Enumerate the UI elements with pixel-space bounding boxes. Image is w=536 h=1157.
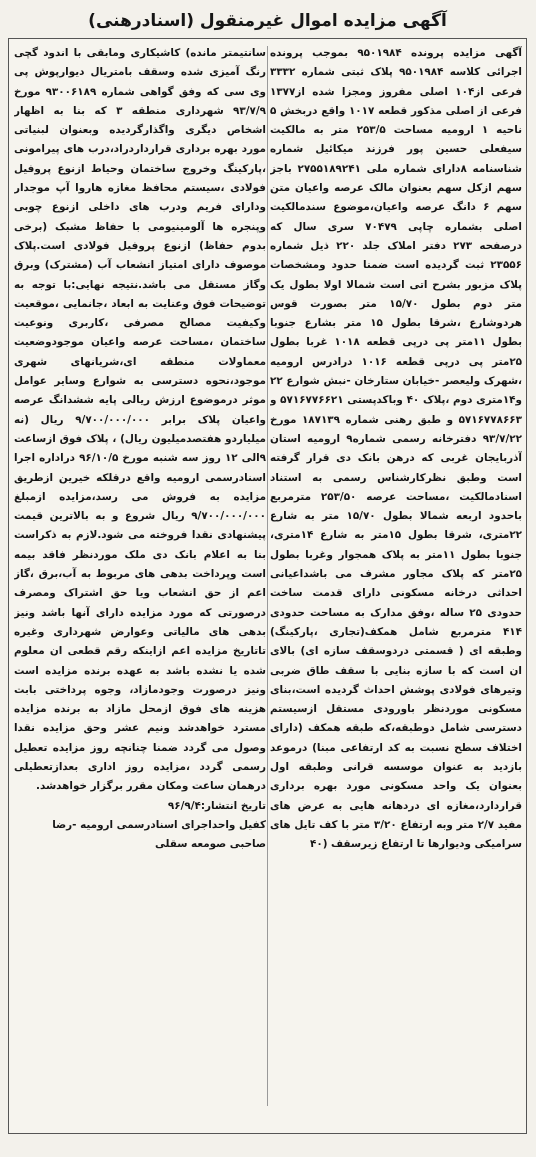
signatory-line-1: کفیل واحداجرای اسنادرسمی ارومیه -رضا <box>52 818 266 831</box>
auction-notice-title: آگهی مزایده اموال غیرمنقول (اسنادرهنی) <box>88 11 447 31</box>
column-divider <box>267 46 268 1106</box>
notice-body-left: سانتیمتر مانده) کاشیکاری ومابقی با اندود گچی رنگ آمیزی شده وسقف بامتریال دیوارپوش پی وی سی که وفق گواهی شماره ۹۳۰۰۶۱۸۹ مورخ ۹۳/۷/۹ شهرداری منطقه ۳ که بنا به اظهار اشخاص دیگری واگذارگردیده وبعنوان لبنیاتی مورد بهره برداری قرارداردراد،درب های پیرامونی ،پارکینگ وخروج ساختمان وحیاط ازنوع پروفیل فولادی ،سیستم محافظ مغازه هاروا آپ موجدار ودارای فریم ودرب های داخلی ازنوع چوبی وپنجره ها آلومینیومی با حفاظ مشبک (برخی بدوم حفاظ) ازنوع پروفیل فولادی است.پلاک موصوف دارای امتیاز انشعاب آب (مشترک) وبرق وگاز مستقل می باشد.نتیجه نهایی:با توجه به توضیحات فوق وعنایت به ابعاد ،جانمایی ،موقعیت وکیفیت مصالح مصرفی ،کاربری ونوعیت ساختمان ،مساحت عرصه واعیان موجودوضعیت معماولات منطقه ای،شریانهای شهری موجود،نحوه دسترسی به شوارع وسایر عوامل موثر درموضوع ارزش ریالی پایه ششدانگ عرصه واعیان پلاک برابر ۹/۷۰۰/۰۰۰/۰۰۰ ریال (نه میلیاردو هفتصدمیلیون ریال) ، پلاک فوق ازساعت ۹الی ۱۲ روز سه شنبه مورخ ۹۶/۱۰/۵ دراداره اجرا اسنادرسمی ارومیه واقع درقلکه خیرین ازطریق مزایده به فروش می رسد،مزایده ازمبلغ ۹/۷۰۰/۰۰۰/۰۰۰ ریال شروع و به بالاترین قیمت پیشنهادی نقدا فروخته می شود.لازم به ذکراست بنا به اعلام بانک دی ملک موردنظر فاقد بیمه است وپرداخت بدهی های مربوط به آب،برق ،گاز اعم از حق انشعاب ویا حق اشتراک ومصرف درصورتی که مورد مزایده دارای آنها باشد ونیز بدهی های مالیاتی وعوارض شهرداری وغیره تاتاریخ مزایده اعم ازاینکه رقم قطعی ان معلوم شده یا نشده باشد به عهده برنده مزایده است ونیز درصورت وجودمازاد، وجوه پرداختی بابت هزینه های فوق ازمحل مازاد به برنده مزایده مسترد خواهدشد ونیم عشر وحق مزایده نقدا وصول می گردد ضمنا چنانچه روز مزایده تعطیل رسمی گردد ،مزایده روز اداری بعدازتعطیلی درهمان ساعت ومکان مقرر برگزار خواهدشد. <box>14 47 266 793</box>
signatory-line-2: صاحبی صومعه سقلی <box>154 838 266 851</box>
notice-column-right <box>270 44 522 1124</box>
notice-column-left <box>14 44 266 1124</box>
notice-body-right: آگهی مزایده پرونده ۹۵۰۱۹۸۴ بموجب پرونده اجرائی کلاسه ۹۵۰۱۹۸۴ پلاک ثبتی شماره ۳۳۳۲ فرعی از۱۰۴ اصلی مفروز ومجزا شده از۱۳۷۷ فرعی از اصلی مذکور قطعه ۱۰۱۷ واقع دربخش ۵ ناحیه ۱ ارومیه مساحت ۲۵۳/۵ متر به مالکیت سیفعلی حسین پور فرزند میکائیل شماره شناسنامه ۸دارای شماره ملی ۲۷۵۵۱۸۹۲۴۱ باجز سهم ازکل سهم بعنوان مالک عرصه واعیان متن سهم ۶ دانگ عرصه واعیان،موضوع سندمالکیت اصلی بشماره چاپی ۷۰۴۷۹ سری سال که درصفحه ۲۷۳ دفتر املاک جلد ۲۲۰ ذیل شماره ۲۳۵۵۶ ثبت گردیده است ضمنا حدود ومشخصات پلاک مزبور بشرح اتی است شمالا اولا بطول یک متر دوم بطول ۱۵/۷۰ متر بصورت قوس هردوشارع ،شرقا بطول ۱۵ متر بشارع جنوبا بطول ۱۱متر پی درپی قطعه ۱۰۱۸ غربا بطول ۲۵متر پی درپی قطعه ۱۰۱۶ درادرس ارومیه ،شهرک ولیعصر -خیابان ستارخان -نبش شوارع ۲۲ و۱۴متری دوم ،پلاک ۴۰ وباکدپستی ۵۷۱۶۷۷۶۶۲۱ و ۵۷۱۶۷۷۸۶۶۳ و طبق رهنی شماره ۱۸۷۱۳۹ مورخ ۹۳/۷/۲۲ دفترخانه رسمی شماره۹ ارومیه استان آذربایجان غربی که درهن بانک دی قرار گرفته است وطبق نظرکارشناس رسمی به استناد اسنادمالکیت ،مساحت عرصه ۲۵۳/۵۰ مترمربع باحدود اربعه شمالا بطول ۱۵/۷۰ متر به شارع ۲۲متری، شرقا بطول ۱۵متر به شارع ۱۴متری، جنوبا بطول ۱۱متر به پلاک همجوار وغربا بطول ۲۵متر که پلاک مجاور مشرف می باشداعیانی احداثی درخانه مسکونی دارای قدمت ساخت حدودی ۲۵ ساله ،وفق مدارک به مساحت حدودی ۴۱۴ مترمربع شامل همکف(تجاری ،پارکینگ) وطبقه ای ( قسمتی دردوسقف سازه ای) بالای ان است که با سازه بنایی با سقف طاق ضربی وتیرهای فولادی پوشش احداث گردیده است،بنای مسکونی موردنظر باورودی مستقل ازسیستم دسترسی شامل دوطبقه،که طبقه همکف (دارای اختلاف سطح نسبت به کد ارتفاعی مبنا) درموعد بازدید به عنوان موسسه قرانی وطبقه اول بعنوان یک واحد مسکونی مورد بهره برداری قراردارد،مغازه ای دردهانه هایی به عرض های مفید ۲/۷ متر وبه ارتفاع ۳/۲۰ متر با کف تایل های سرامیکی ودیوارها تا ارتفاع زیرسقف (۴۰ <box>270 47 522 851</box>
publication-date: تاریخ انتشار:۹۶/۹/۴ <box>167 799 266 812</box>
